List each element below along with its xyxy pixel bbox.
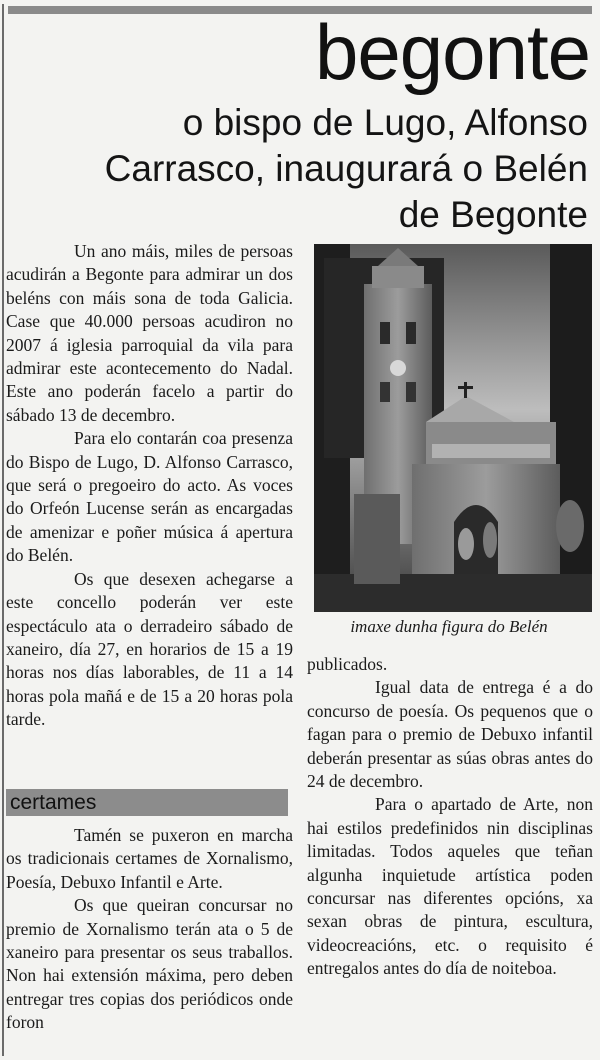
nativity-photo bbox=[314, 244, 592, 612]
body-paragraph: Os que queiran concursar no premio de Xornalismo terán ata o 5 de xaneiro para presentar os seus traballos. Non hai extensión máxima, pero deben entregar tres copias dos periódicos onde foron bbox=[6, 895, 293, 1033]
body-paragraph: Para o apartado de Arte, non hai estilos predefinidos nin disciplinas limitadas. Todos aqueles que teñan algunha inquietude artística poden concursar nas diferentes opcións, xa sexan obras de pintura, escultura, videocreacións, etc. o requisito é entregalos antes do día de noiteboa. bbox=[307, 794, 593, 979]
continued-text: publicados. bbox=[307, 654, 388, 674]
certames-body-column-2 bbox=[307, 653, 593, 981]
body-paragraph: Un ano máis, miles de persoas acudirán a Begonte para admirar un dos beléns con máis sona de toda Galicia. Case que 40.000 persoas acudiron no 2007 á iglesia parroquial da vila para admirar este acontecemento do Nadal. Este ano poderán facelo a partir do sábado 13 de decembro. bbox=[6, 241, 293, 425]
subheadline: o bispo de Lugo, Alfonso Carrasco, inaugurará o Belén de Begonte bbox=[104, 102, 588, 235]
body-paragraph: Igual data de entrega é a do concurso de poesía. Os pequenos que o fagan para o premio de Debuxo infantil deberán presentar as súas obras antes do 24 de decembro. bbox=[307, 677, 593, 792]
body-paragraph: Tamén se puxeron en marcha os tradicionais certames de Xornalismo, Poesía, Debuxo Infantil e Arte. bbox=[6, 825, 293, 892]
section-heading-certames: certames bbox=[6, 789, 288, 816]
photo-caption: imaxe dunha figura do Belén bbox=[350, 617, 548, 636]
article-body-column-1 bbox=[6, 240, 293, 732]
body-paragraph: Para elo contarán coa presenza do Bispo de Lugo, D. Alfonso Carrasco, que será o pregoeiro do acto. As voces do Orfeón Lucense serán as encargadas de amenizar e poñer música á apertura do Belén. bbox=[6, 428, 293, 566]
certames-body-column-1 bbox=[6, 824, 293, 1035]
headline: begonte bbox=[315, 8, 590, 96]
body-paragraph: Os que desexen achegarse a este concello poderán ver este espectáculo ata o derradeiro sábado de xaneiro, día 27, en horarios de 15 a 19 horas nos días laborables, de 11 a 14 horas pola mañá e de 15 a 20 horas pola tarde. bbox=[6, 568, 293, 730]
church-model-illustration bbox=[314, 244, 592, 612]
column-rule bbox=[2, 4, 4, 1056]
